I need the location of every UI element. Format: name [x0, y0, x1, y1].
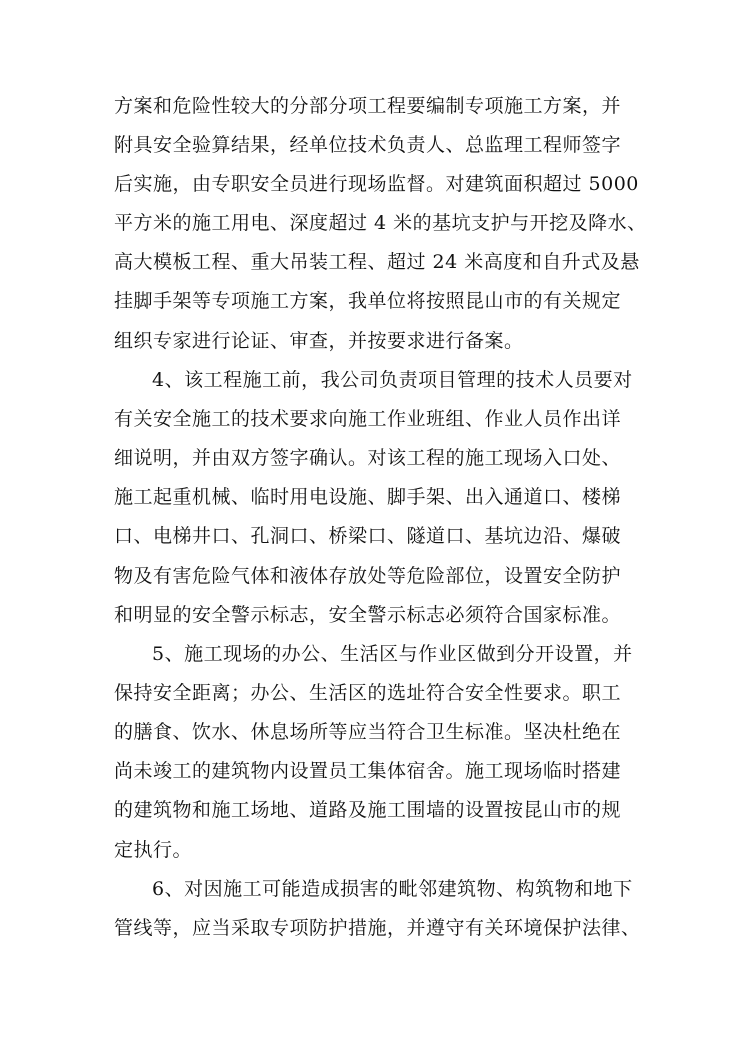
- paragraph-line: 5、施工现场的办公、生活区与作业区做到分开设置，并: [152, 643, 633, 665]
- paragraph-line: 4、该工程施工前，我公司负责项目管理的技术人员要对: [152, 369, 633, 391]
- paragraph-line: 有关安全施工的技术要求向施工作业班组、作业人员作出详: [114, 408, 622, 430]
- paragraph-line: 平方米的施工用电、深度超过 4 米的基坑支护与开挖及降水、: [114, 212, 647, 234]
- paragraph-line: 保持安全距离；办公、生活区的选址符合安全性要求。职工: [114, 682, 622, 704]
- paragraph-line: 管线等，应当采取专项防护措施，并遵守有关环境保护法律、: [114, 917, 641, 939]
- paragraph-line: 的膳食、饮水、休息场所等应当符合卫生标准。坚决杜绝在: [114, 721, 622, 743]
- paragraph-line: 附具安全验算结果，经单位技术负责人、总监理工程师签字: [114, 134, 622, 156]
- paragraph-line: 挂脚手架等专项施工方案，我单位将按照昆山市的有关规定: [114, 290, 622, 312]
- paragraph-line: 尚未竣工的建筑物内设置员工集体宿舍。施工现场临时搭建: [114, 760, 622, 782]
- paragraph-line: 施工起重机械、临时用电设施、脚手架、出入通道口、楼梯: [114, 486, 622, 508]
- paragraph-line: 后实施，由专职安全员进行现场监督。对建筑面积超过 5000: [114, 173, 639, 195]
- paragraph-line: 定执行。: [114, 839, 193, 861]
- paragraph-line: 和明显的安全警示标志，安全警示标志必须符合国家标准。: [114, 604, 622, 626]
- paragraph-line: 口、电梯井口、孔洞口、桥梁口、隧道口、基坑边沿、爆破: [114, 525, 622, 547]
- paragraph-line: 高大模板工程、重大吊装工程、超过 24 米高度和自升式及悬: [114, 251, 640, 273]
- paragraph-line: 的建筑物和施工场地、道路及施工围墙的设置按昆山市的规: [114, 799, 622, 821]
- paragraph-line: 组织专家进行论证、审查，并按要求进行备案。: [114, 330, 524, 352]
- paragraph-line: 6、对因施工可能造成损害的毗邻建筑物、构筑物和地下: [152, 878, 633, 900]
- paragraph-line: 细说明，并由双方签字确认。对该工程的施工现场入口处、: [114, 447, 622, 469]
- paragraph-line: 方案和危险性较大的分部分项工程要编制专项施工方案，并: [114, 95, 622, 117]
- paragraph-line: 物及有害危险气体和液体存放处等危险部位，设置安全防护: [114, 565, 622, 587]
